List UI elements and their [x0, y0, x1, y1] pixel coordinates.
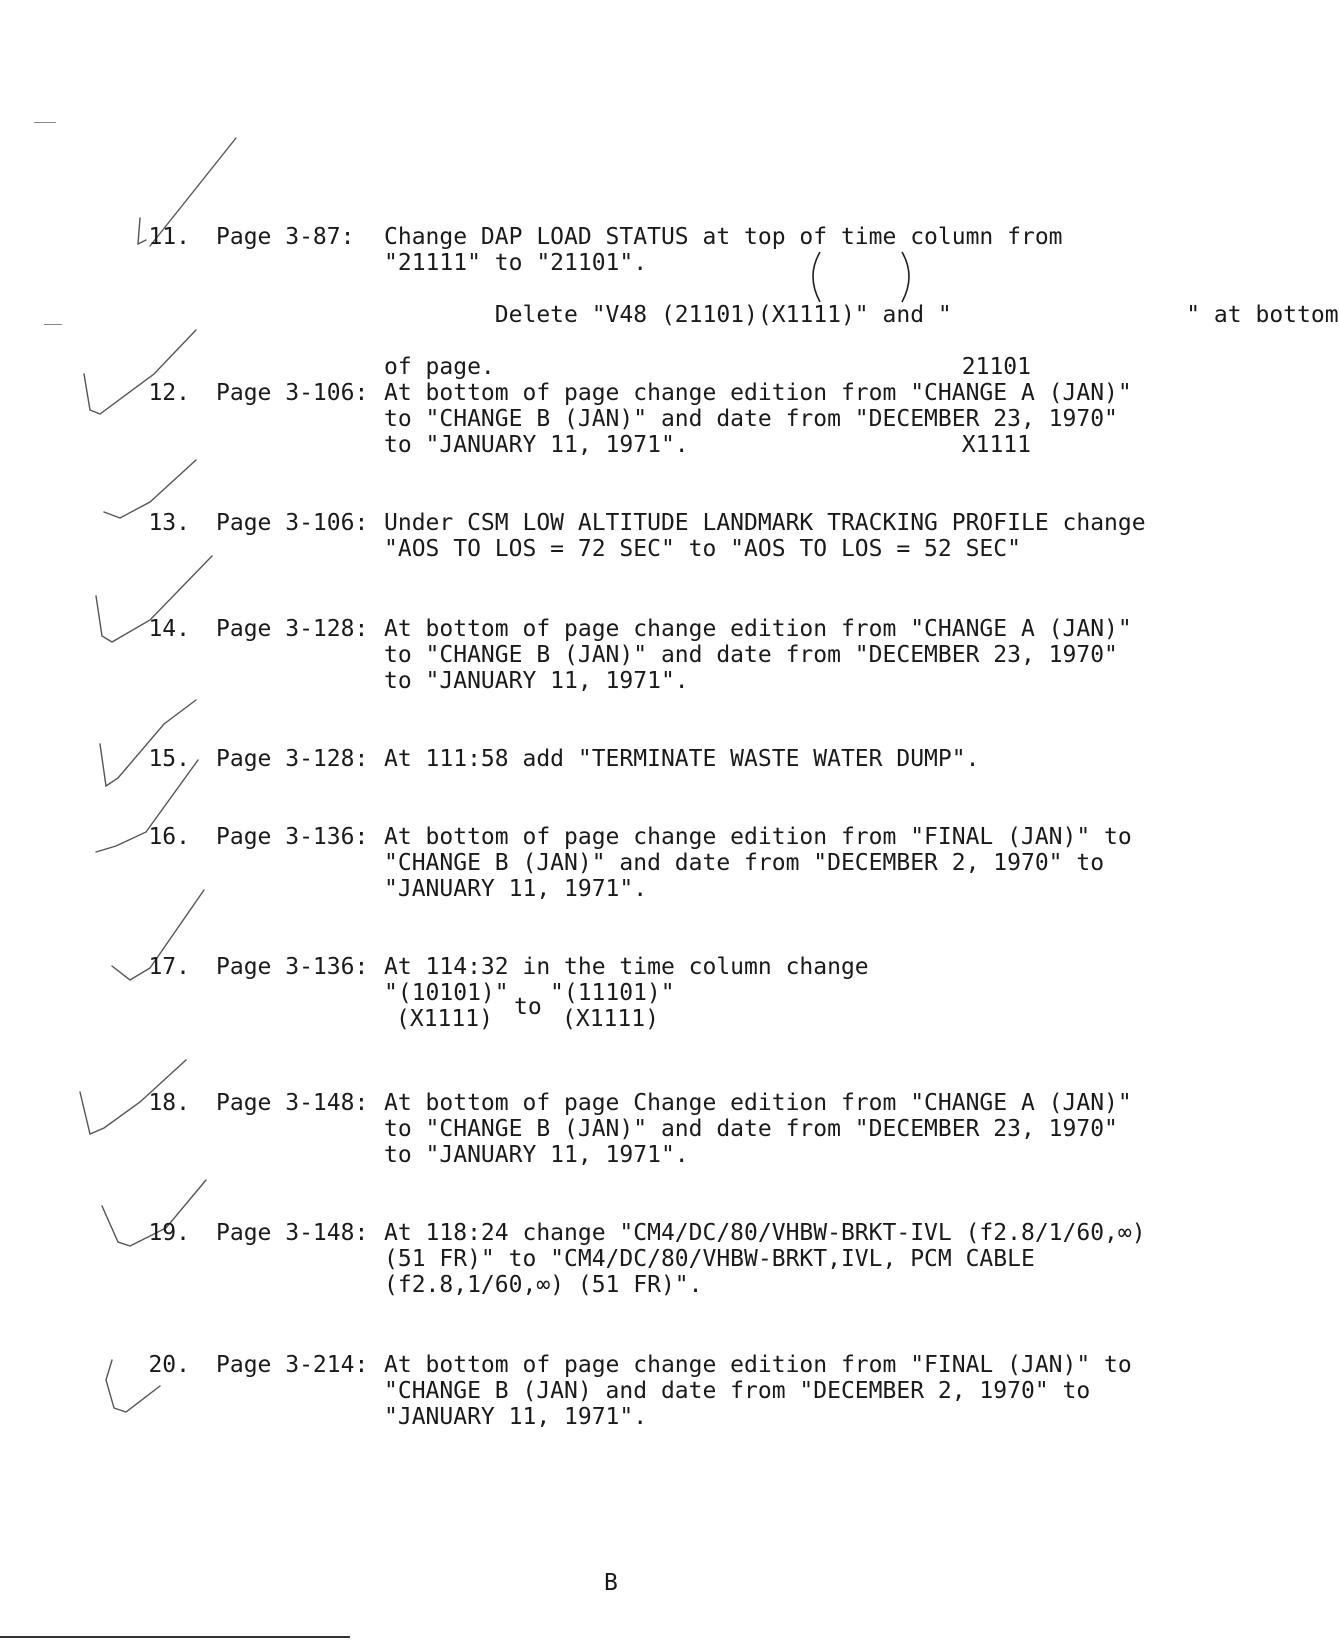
- description-line: to "CHANGE B (JAN)" and date from "DECEMBER 23, 1970": [384, 406, 1118, 432]
- description-line: At bottom of page change edition from "CHANGE A (JAN)": [384, 616, 1132, 642]
- change-description: [384, 616, 1144, 694]
- description-line: At 114:32 in the time column change: [384, 954, 869, 980]
- change-description: [384, 380, 1144, 458]
- description-line: "CHANGE B (JAN) and date from "DECEMBER 2, 1970" to: [384, 1378, 1091, 1404]
- description-line: At 111:58 add "TERMINATE WASTE WATER DUMP".: [384, 746, 980, 772]
- page-reference: Page 3-106:: [216, 510, 369, 536]
- page-reference: Page 3-148:: [216, 1090, 369, 1116]
- description-line: of page.: [384, 354, 495, 380]
- change-description: [384, 1352, 1144, 1430]
- change-description: [384, 510, 1144, 562]
- description-line: (51 FR)" to "CM4/DC/80/VHBW-BRKT,IVL, PCM CABLE: [384, 1246, 1035, 1272]
- description-line: (f2.8,1/60,∞) (51 FR)".: [384, 1272, 703, 1298]
- change-word: to: [514, 994, 542, 1020]
- status-change: [384, 980, 1144, 1034]
- item-number: 19.: [148, 1220, 190, 1246]
- description-line: At bottom of page change edition from "FINAL (JAN)" to: [384, 824, 1132, 850]
- item-number: 14.: [148, 616, 190, 642]
- item-number: 18.: [148, 1090, 190, 1116]
- item-number: 16.: [148, 824, 190, 850]
- matrix-bottom: X1111: [961, 432, 1031, 458]
- description-text: " at bottom: [1186, 302, 1339, 328]
- to-top: "(11101)": [550, 980, 675, 1006]
- to-bottom: (X1111): [562, 1006, 659, 1032]
- item-number: 20.: [148, 1352, 190, 1378]
- margin-mark: [34, 122, 56, 123]
- item-number: 13.: [148, 510, 190, 536]
- page-reference: Page 3-128:: [216, 616, 369, 642]
- change-description: [384, 954, 1144, 1034]
- from-value: [384, 980, 509, 1032]
- footer-divider: [0, 1636, 350, 1638]
- description-line: Under CSM LOW ALTITUDE LANDMARK TRACKING PROFILE change: [384, 510, 1146, 536]
- status-matrix: [952, 302, 1186, 458]
- page-letter: B: [604, 1570, 618, 1596]
- description-line: "21111" to "21101".: [384, 250, 648, 276]
- from-top: "(10101)": [384, 980, 509, 1006]
- from-bottom: (X1111): [396, 1006, 493, 1032]
- description-line: "CHANGE B (JAN)" and date from "DECEMBER 2, 1970" to: [384, 850, 1105, 876]
- description-line: Change DAP LOAD STATUS at top of time column from: [384, 224, 1063, 250]
- page-reference: Page 3-148:: [216, 1220, 369, 1246]
- item-number: 17.: [148, 954, 190, 980]
- description-line: "JANUARY 11, 1971".: [384, 1404, 648, 1430]
- matrix-top: 21101: [961, 354, 1031, 380]
- description-line: At bottom of page Change edition from "CHANGE A (JAN)": [384, 1090, 1132, 1116]
- description-line: to "JANUARY 11, 1971".: [384, 668, 689, 694]
- description-line: to "CHANGE B (JAN)" and date from "DECEMBER 23, 1970": [384, 1116, 1118, 1142]
- description-line: "AOS TO LOS = 72 SEC" to "AOS TO LOS = 52 SEC": [384, 536, 1021, 562]
- description-line: At 118:24 change "CM4/DC/80/VHBW-BRKT-IVL (f2.8/1/60,∞): [384, 1220, 1146, 1246]
- page-reference: Page 3-214:: [216, 1352, 369, 1378]
- matrix-brackets: [806, 248, 926, 308]
- page-reference: Page 3-87:: [216, 224, 355, 250]
- change-description: [384, 746, 1144, 772]
- description-text: Delete "V48 (21101)(X1111)" and ": [494, 302, 952, 328]
- page-reference: Page 3-128:: [216, 746, 369, 772]
- description-line: to "JANUARY 11, 1971".: [384, 1142, 689, 1168]
- page-reference: Page 3-136:: [216, 824, 369, 850]
- description-line: At bottom of page change edition from "CHANGE A (JAN)": [384, 380, 1132, 406]
- description-line: to "CHANGE B (JAN)" and date from "DECEMBER 23, 1970": [384, 642, 1118, 668]
- description-line: to "JANUARY 11, 1971".: [384, 432, 689, 458]
- item-number: 12.: [148, 380, 190, 406]
- item-number: 15.: [148, 746, 190, 772]
- change-description: [384, 824, 1144, 902]
- to-value: [550, 980, 675, 1032]
- change-description: [384, 1090, 1144, 1168]
- page-reference: Page 3-136:: [216, 954, 369, 980]
- change-description: [384, 1220, 1144, 1298]
- description-line: At bottom of page change edition from "FINAL (JAN)" to: [384, 1352, 1132, 1378]
- page-reference: Page 3-106:: [216, 380, 369, 406]
- check-mark-icon: [100, 700, 196, 786]
- item-number: 11.: [148, 224, 190, 250]
- description-line: "JANUARY 11, 1971".: [384, 876, 648, 902]
- margin-mark: [44, 324, 62, 325]
